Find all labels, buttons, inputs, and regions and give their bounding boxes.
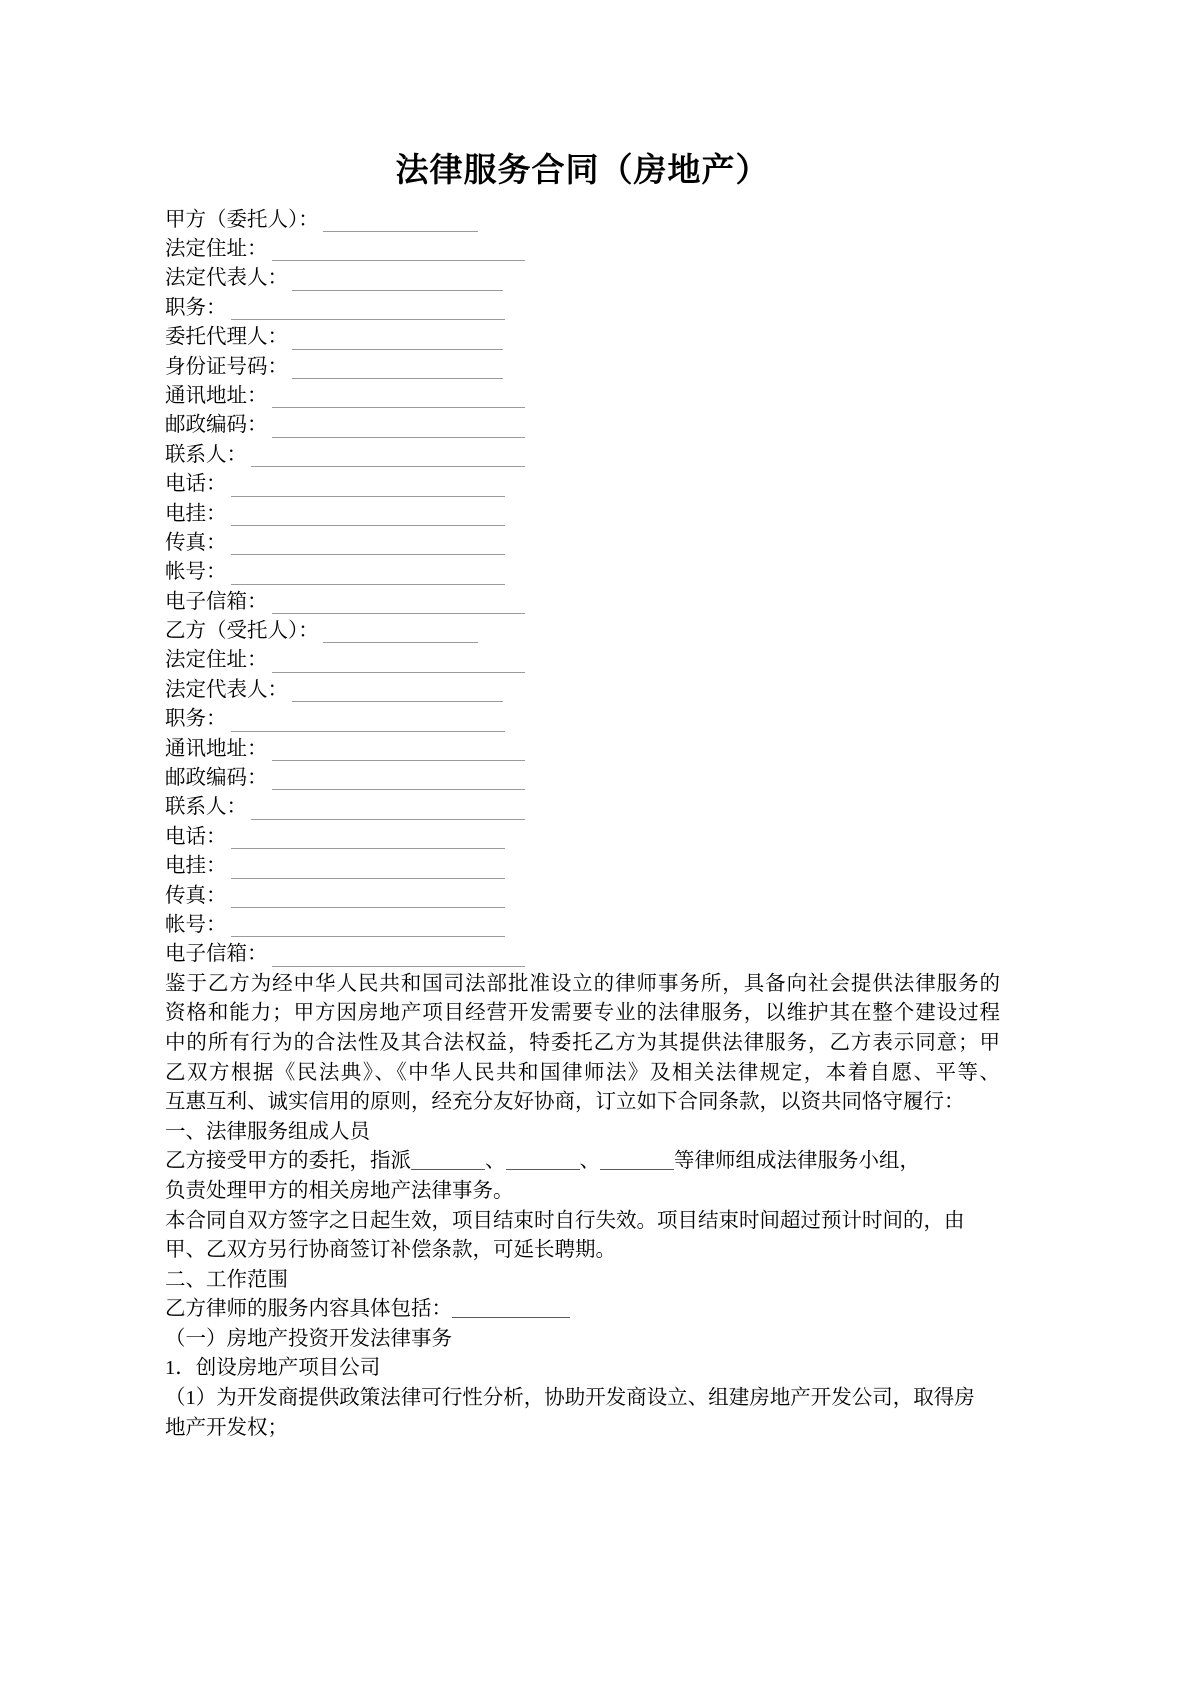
section-one-term-line-2: 甲、乙双方另行协商签订补偿条款，可延长聘期。 (165, 1239, 616, 1262)
party-b-field-label: 联系人： (165, 796, 247, 819)
party-a-field-row (165, 441, 1000, 470)
party-b-field-row (165, 882, 1000, 911)
party-a-field-blank[interactable] (272, 386, 525, 408)
party-b-field-blank[interactable] (251, 798, 525, 820)
party-b-field-blank[interactable] (292, 680, 503, 702)
party-a-field-row (165, 382, 1000, 411)
party-a-field-label: 传真： (165, 531, 227, 554)
party-b-field-blank[interactable] (231, 915, 505, 937)
section-two-scope-line (165, 1295, 1000, 1325)
party-a-field-label: 联系人： (165, 443, 247, 466)
party-a-field-blank[interactable] (231, 475, 505, 497)
party-a-field-label: 邮政编码： (165, 414, 268, 437)
party-a-field-row (165, 353, 1000, 382)
party-a-field-row (165, 264, 1000, 293)
lawyer-name-blank-1[interactable] (411, 1150, 485, 1170)
party-b-field-row (165, 735, 1000, 764)
party-b-field-blank[interactable] (231, 827, 505, 849)
party-b-field-row (165, 911, 1000, 940)
party-b-field-row (165, 705, 1000, 734)
party-a-field-row (165, 529, 1000, 558)
party-a-field-label: 通讯地址： (165, 384, 268, 407)
party-a-field-row (165, 206, 1000, 235)
lawyer-name-blank-3[interactable] (600, 1150, 674, 1170)
section-two-item-1-1-1-line-2: 地产开发权； (165, 1416, 288, 1439)
party-a-field-label: 电话： (165, 473, 227, 496)
party-b-field-list (165, 617, 1000, 970)
party-b-field-row (165, 793, 1000, 822)
lawyer-name-blank-2[interactable] (506, 1150, 580, 1170)
section-two-item-1-1: 1．创设房地产项目公司 (165, 1357, 381, 1380)
party-a-field-row (165, 294, 1000, 323)
party-a-field-blank[interactable] (272, 592, 525, 614)
assign-separator-2: 、 (579, 1150, 600, 1173)
section-two-item-1-1-1-line-1: （1）为开发商提供政策法律可行性分析，协助开发商设立、组建房地产开发公司，取得房 (165, 1387, 975, 1410)
section-one-assignment-line (165, 1147, 1000, 1177)
party-a-field-blank[interactable] (231, 533, 505, 555)
recital-line: 中的所有行为的合法性及其合法权益，特委托乙方为其提供法律服务，乙方表示同意；甲 (165, 1031, 1000, 1054)
party-b-field-blank[interactable] (272, 945, 525, 967)
party-b-field-blank[interactable] (231, 710, 505, 732)
party-b-field-label: 法定住址： (165, 649, 268, 672)
party-b-field-row (165, 676, 1000, 705)
assign-suffix-text: 等律师组成法律服务小组， (674, 1150, 920, 1173)
party-a-field-label: 职务： (165, 296, 227, 319)
party-b-field-label: 帐号： (165, 913, 227, 936)
party-b-field-row (165, 646, 1000, 675)
party-b-field-blank[interactable] (272, 739, 525, 761)
recital-line: 资格和能力；甲方因房地产项目经营开发需要专业的法律服务，以维护其在整个建设过程 (165, 1002, 1000, 1025)
party-a-field-blank[interactable] (272, 416, 525, 438)
party-a-field-label: 法定住址： (165, 237, 268, 260)
party-a-field-row (165, 323, 1000, 352)
party-a-field-label: 帐号： (165, 561, 227, 584)
party-b-field-blank[interactable] (231, 857, 505, 879)
party-b-field-label: 邮政编码： (165, 767, 268, 790)
party-a-field-blank[interactable] (323, 210, 478, 232)
party-b-field-row (165, 764, 1000, 793)
party-a-field-row (165, 500, 1000, 529)
page-title: 法律服务合同（房地产） (395, 153, 770, 189)
party-b-field-blank[interactable] (272, 651, 525, 673)
party-b-field-row (165, 940, 1000, 969)
recital-line: 乙双方根据《民法典》、《中华人民共和国律师法》及相关法律规定，本着自愿、平等、 (165, 1061, 1000, 1084)
party-b-field-label: 传真： (165, 884, 227, 907)
section-one-heading: 一、法律服务组成人员 (165, 1120, 370, 1143)
assign-prefix-text: 乙方接受甲方的委托，指派 (165, 1150, 411, 1173)
party-a-field-blank[interactable] (231, 298, 505, 320)
party-a-field-blank[interactable] (251, 445, 525, 467)
party-a-field-row (165, 558, 1000, 587)
party-a-field-blank[interactable] (231, 563, 505, 585)
party-a-field-label: 电挂： (165, 502, 227, 525)
section-two-item-1: （一）房地产投资开发法律事务 (165, 1327, 452, 1350)
recital-line: 互惠互利、诚实信用的原则，经充分友好协商，订立如下合同条款，以资共同恪守履行： (165, 1091, 965, 1114)
party-b-field-label: 电话： (165, 825, 227, 848)
party-a-field-blank[interactable] (292, 269, 503, 291)
party-a-field-blank[interactable] (231, 504, 505, 526)
party-b-field-label: 法定代表人： (165, 678, 288, 701)
party-a-field-blank[interactable] (292, 328, 503, 350)
party-a-field-blank[interactable] (272, 239, 525, 261)
recital-line: 鉴于乙方为经中华人民共和国司法部批准设立的律师事务所，具备向社会提供法律服务的 (165, 972, 1000, 995)
party-b-field-label: 通讯地址： (165, 737, 268, 760)
party-b-field-row (165, 823, 1000, 852)
party-a-field-label: 法定代表人： (165, 267, 288, 290)
party-a-field-row (165, 235, 1000, 264)
party-b-field-label: 电子信箱： (165, 943, 268, 966)
assign-separator-1: 、 (485, 1150, 506, 1173)
party-b-field-label: 职务： (165, 708, 227, 731)
party-a-field-label: 身份证号码： (165, 355, 288, 378)
party-a-field-label: 电子信箱： (165, 590, 268, 613)
document-content (165, 0, 1000, 1443)
party-a-field-list (165, 206, 1000, 617)
party-a-field-row (165, 470, 1000, 499)
party-b-field-blank[interactable] (231, 886, 505, 908)
party-b-field-row (165, 852, 1000, 881)
party-a-field-label: 甲方（委托人）： (165, 208, 319, 231)
section-one-term-line-1: 本合同自双方签字之日起生效，项目结束时自行失效。项目结束时间超过预计时间的，由 (165, 1209, 965, 1232)
section-two-heading: 二、工作范围 (165, 1268, 288, 1291)
party-a-field-row (165, 411, 1000, 440)
party-a-field-blank[interactable] (292, 357, 503, 379)
party-b-field-row (165, 617, 1000, 646)
recital-paragraph (165, 970, 1000, 1118)
service-scope-blank[interactable] (452, 1298, 570, 1318)
party-b-field-label: 电挂： (165, 855, 227, 878)
scope-prefix-text: 乙方律师的服务内容具体包括： (165, 1298, 452, 1321)
party-b-field-blank[interactable] (323, 621, 478, 643)
section-one-assignment-line-2: 负责处理甲方的相关房地产法律事务。 (165, 1179, 514, 1202)
party-b-field-blank[interactable] (272, 768, 525, 790)
party-a-field-label: 委托代理人： (165, 326, 288, 349)
party-a-field-row (165, 588, 1000, 617)
party-b-field-label: 乙方（受托人）： (165, 620, 319, 643)
